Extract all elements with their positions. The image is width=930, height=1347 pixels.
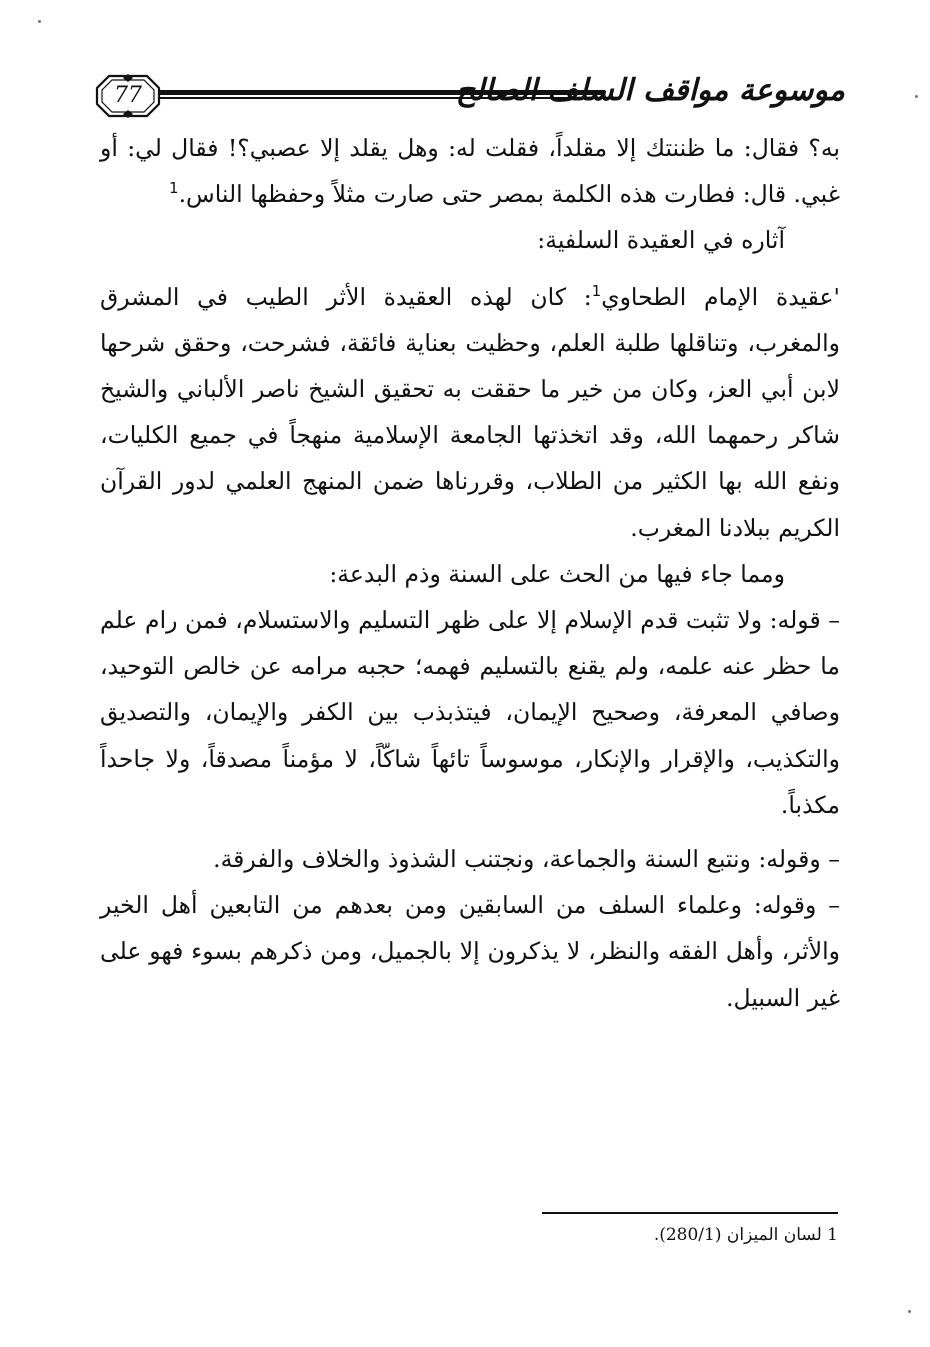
paragraph-text: : كان لهذه العقيدة الأثر الطيب في المشرق والمغرب، وتناقلها طلبة العلم، وحظيت بعناية فائقة، فشرحت، وحقق شرحها لابن أبي العز، وكان من خير ما حققت به تحقيق الشيخ ناصر الألباني والشيخ شاكر رحمهما الله، وقد اتخذتها الجامعة الإسلامية منهجاً في جميع الكليات، ونفع الله بها الكثير من الطلاب، وقررناها ضمن المنهج العلمي لدور القرآن الكريم ببلادنا المغرب. <box>100 282 840 542</box>
footnote-reference: 1 <box>169 179 179 198</box>
paragraph-tahawi <box>100 274 840 551</box>
scan-speck <box>908 1310 911 1313</box>
footnote-reference: 1 <box>591 281 602 300</box>
page-body <box>100 125 840 1021</box>
series-title: موسوعة مواقف السلف الصالح <box>455 73 845 108</box>
opening-quote: ' <box>833 282 840 311</box>
footnote-text: لسان الميزان (280/1). <box>653 1225 822 1245</box>
paragraph-title: عقيدة الإمام الطحاوي <box>601 282 834 311</box>
footnote-number: 1 <box>827 1225 838 1245</box>
quote-paragraph-2: – وقوله: ونتبع السنة والجماعة، ونجتنب الشذوذ والخلاف والفرقة. <box>213 845 840 874</box>
page-number: 77 <box>114 83 142 108</box>
paragraph-text: به؟ فقال: ما ظننتك إلا مقلداً، فقلت له: وهل يقلد إلا عصبي؟! فقال لي: أو غبي. قال: فطارت هذه الكلمة بمصر حتى صارت مثلاً وحفظها الناس. <box>100 134 840 209</box>
scan-speck <box>38 20 41 23</box>
paragraph-intro: ومما جاء فيها من الحث على السنة وذم البدعة: <box>329 559 785 588</box>
footnote <box>338 1222 838 1248</box>
quote-paragraph-3: – وقوله: وعلماء السلف من السابقين ومن بعدهم من التابعين أهل الخير والأثر، وأهل الفقه والنظر، لا يذكرون إلا بالجميل، ومن ذكرهم بسوء فهو على غير السبيل. <box>100 891 840 1012</box>
page-header <box>95 62 845 132</box>
page-number-badge <box>95 74 161 118</box>
quote-paragraph-1: – قوله: ولا تثبت قدم الإسلام إلا على ظهر التسليم والاستسلام، فمن رام علم ما حظر عنه علمه، ولم يقنع بالتسليم فهمه؛ حجبه مرامه عن خالص التوحيد، وصافي المعرفة، وصحيح الإيمان، فيتذبذب بين الكفر والإيمان، والتصديق والتكذيب، والإقرار والإنكار، موسوساً تائهاً شاكّاً، لا مؤمناً مصدقاً، ولا جاحداً مكذباً. <box>100 606 840 819</box>
scan-speck <box>915 95 918 98</box>
section-heading: آثاره في العقيدة السلفية: <box>537 226 785 255</box>
paragraph-continuation <box>100 125 840 217</box>
footnote-separator <box>542 1212 838 1214</box>
